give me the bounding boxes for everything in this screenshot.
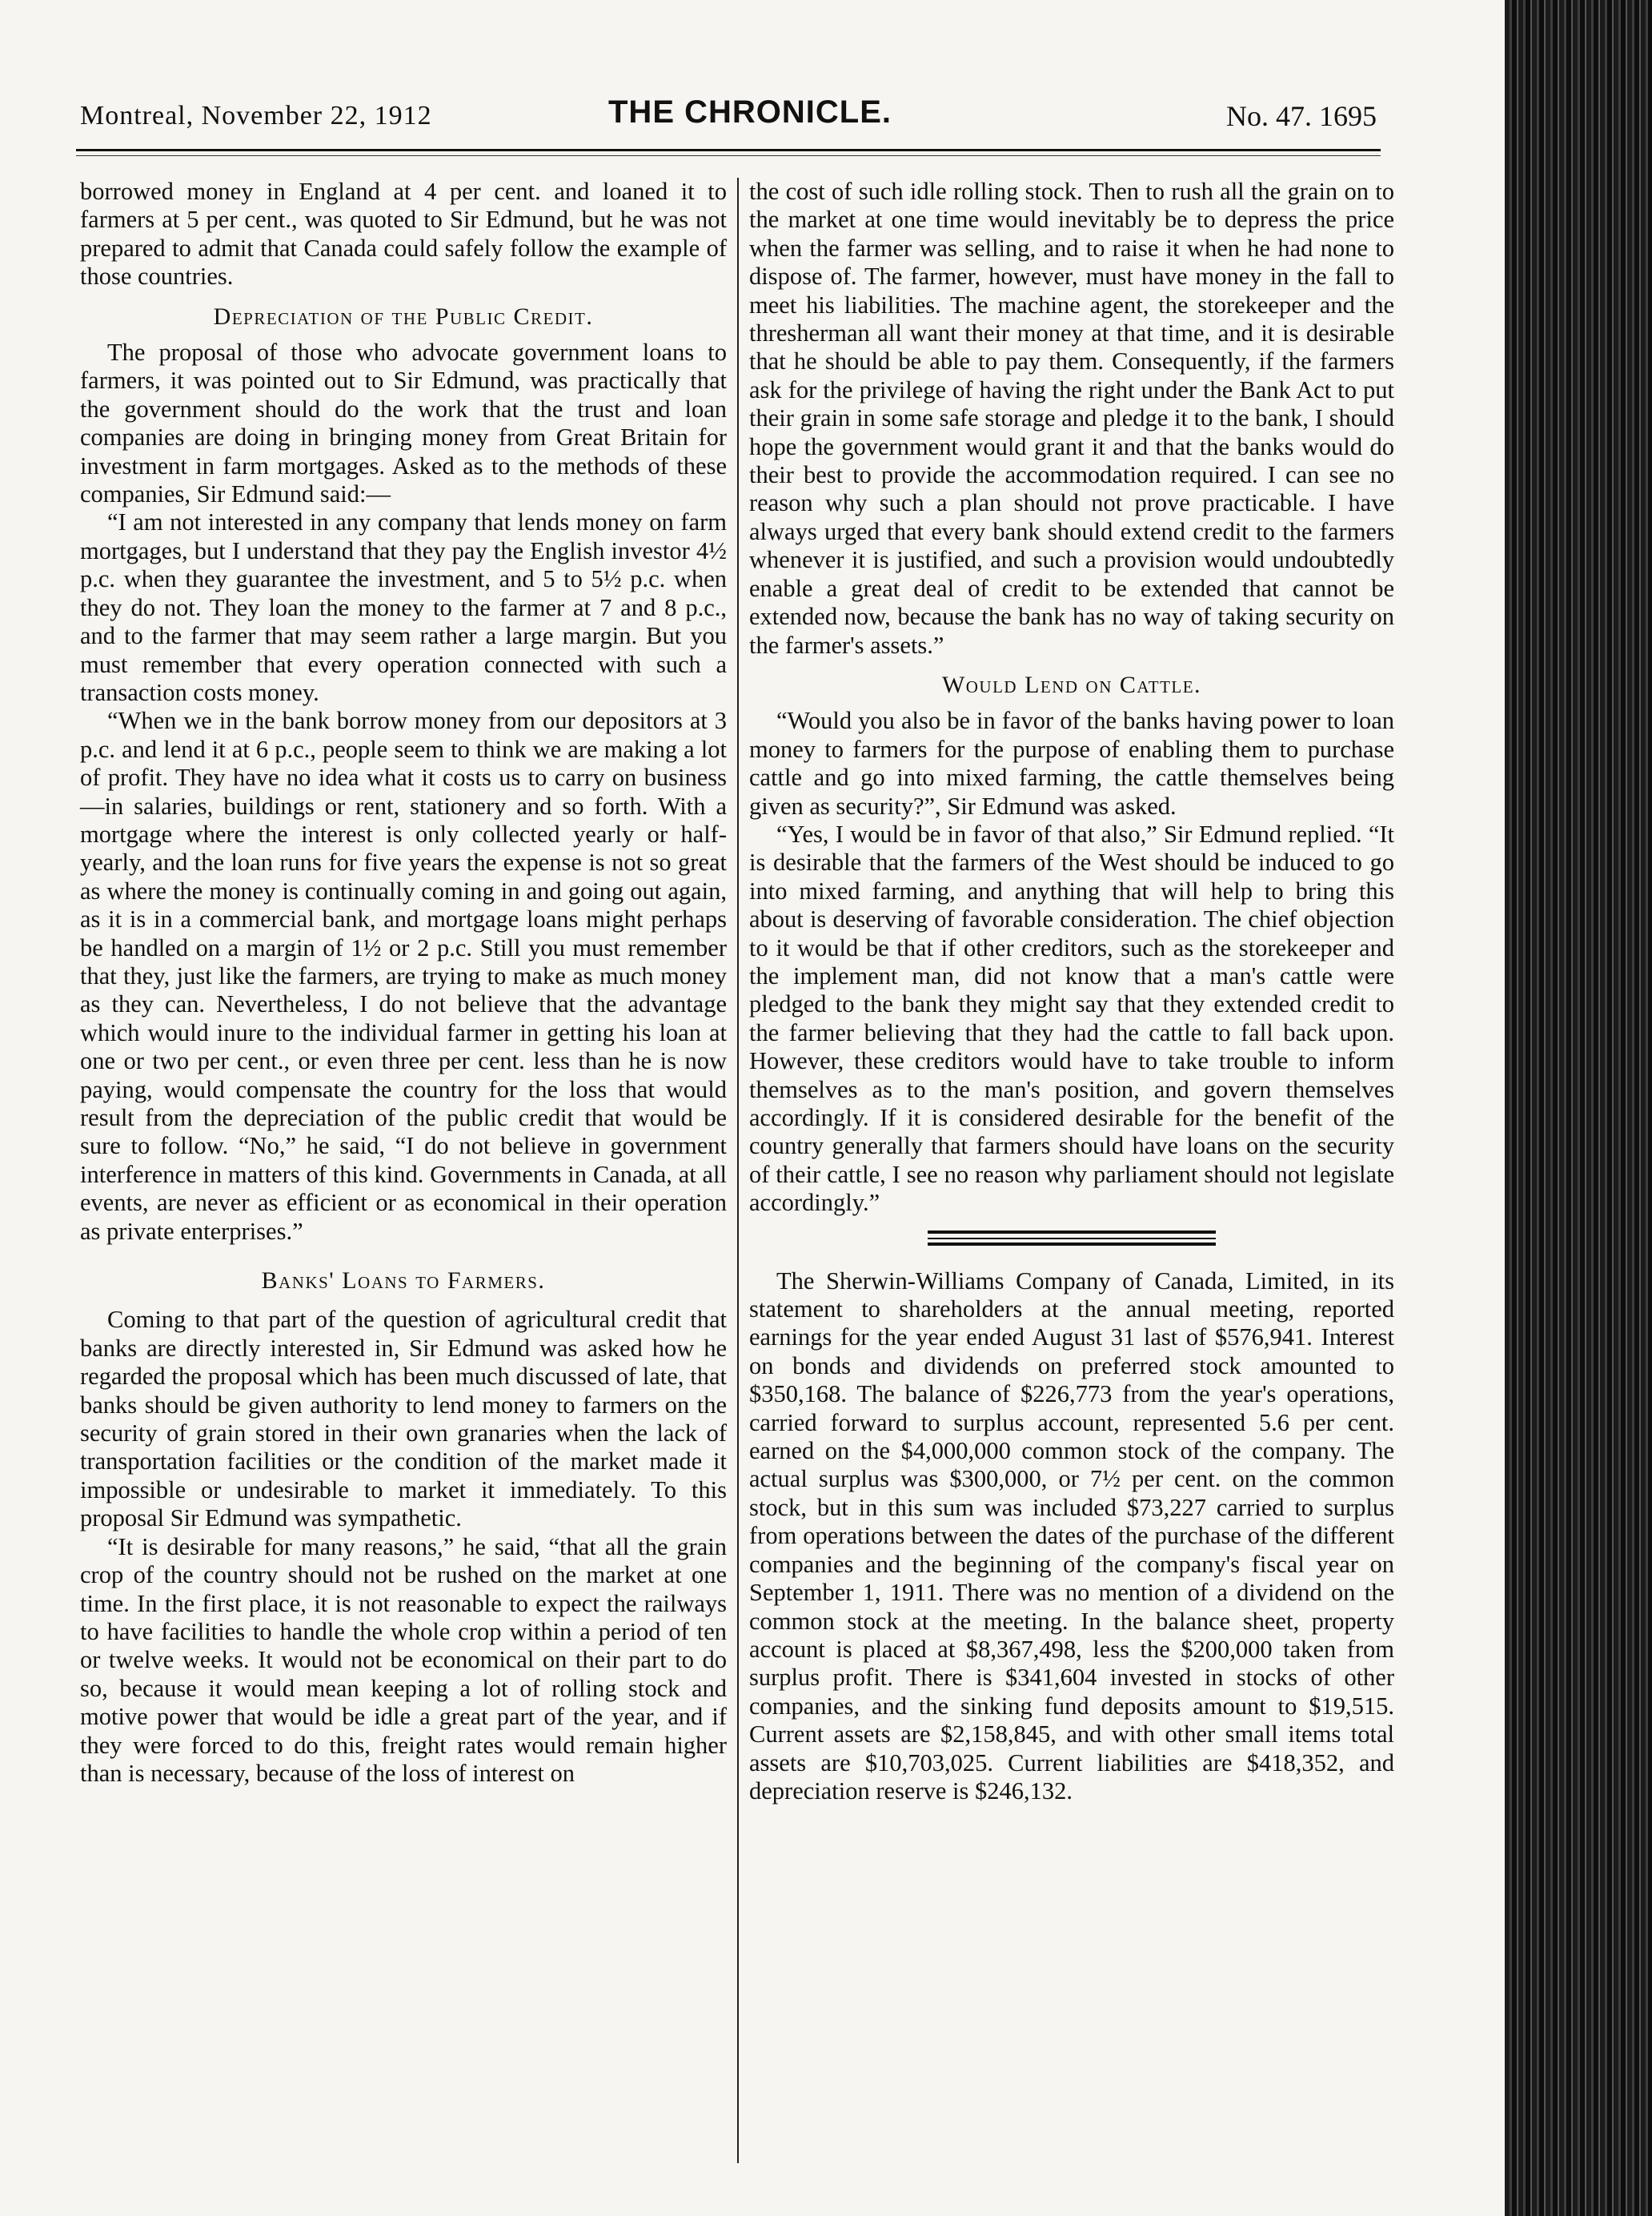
paragraph: The Sherwin-Williams Company of Canada, Limited, in its statement to shareholders at the annual meeting, reported earnings for the year ended August 31 last of $576,941. Interest on bonds and dividends on preferred stock amounted to $350,168. The balance of $226,773 from the year's operations, carried forward to surplus account, represented 5.6 per cent. earned on the $4,000,000 common stock of the company. The actual surplus was $300,000, or 7½ per cent. on the common stock, but in this sum was included $73,227 carried to surplus from operations between the dates of the purchase of the different companies and the beginning of the company's fiscal year on September 1, 1911. There was no mention of a dividend on the common stock at the meeting. In the balance sheet, property account is placed at $8,367,498, less the $200,000 taken from surplus profit. There is $341,604 invested in stocks of other companies, and the sinking fund deposits amount to $19,515. Current assets are $2,158,845, and with other small items total assets are $10,703,025. Current liabilities are $418,352, and depreciation reserve is $246,132. [749, 1267, 1394, 1805]
section-heading: Banks' Loans to Farmers. [261, 1267, 546, 1295]
book-page-edges [1505, 0, 1652, 2216]
header-rule-thin [76, 155, 1381, 156]
left-column [80, 178, 727, 1788]
header-rule-thick [76, 149, 1381, 151]
paragraph: “Would you also be in favor of the banks having power to loan money to farmers for the purpose of enabling them to purchase cattle and go into mixed farming, the cattle themselves being given as security?”, Sir Edmund was asked. [749, 707, 1394, 820]
paragraph: borrowed money in England at 4 per cent. and loaned it to farmers at 5 per cent., was quoted to Sir Edmund, but he was not prepared to admit that Canada could safely follow the example of those countries. [80, 178, 727, 291]
section-heading: Depreciation of the Public Credit. [213, 303, 594, 330]
paragraph: “When we in the bank borrow money from our depositors at 3 p.c. and lend it at 6 p.c., people seem to think we are making a lot of profit. They have no idea what it costs us to carry on business—in salaries, buildings or rent, stationery and so forth. With a mortgage where the interest is only collected yearly or half-yearly, and the loan runs for five years the expense is not so great as where the money is continually coming in and going out again, as it is in a commercial bank, and mortgage loans might perhaps be handled on a margin of 1½ or 2 p.c. Still you must remember that they, just like the farmers, are trying to make as much money as they can. Nevertheless, I do not believe that the advantage which would inure to the individual farmer in getting his loan at one or two per cent., or even three per cent. less than he is now paying, would compensate the country for the loss that would result from the depreciation of the public credit that would be sure to follow. “No,” he said, “I do not believe in government interference in matters of this kind. Governments in Canada, at all events, are never as efficient or as economical in their operation as private enterprises.” [80, 707, 727, 1245]
header-issue-page: No. 47. 1695 [1226, 100, 1377, 132]
paragraph: “I am not interested in any company that lends money on farm mortgages, but I understand that they pay the English investor 4½ p.c. when they guarantee the investment, and 5 to 5½ p.c. when they do not. They loan the money to the farmer at 7 and 8 p.c., and to the farmer that may seem rather a large margin. But you must remember that every operation connected with such a transaction costs money. [80, 508, 727, 706]
section-heading: Would Lend on Cattle. [941, 671, 1202, 698]
paragraph: “Yes, I would be in favor of that also,” Sir Edmund replied. “It is desirable that the farmers of the West should be induced to go into mixed farming, and anything that will help to bring this about is deserving of favorable consideration. The chief objection to it would be that if other creditors, such as the storekeeper and the implement man, did not know that a man's cattle were pledged to the bank they might say that they extended credit to the farmer believing that they had the cattle to fall back upon. However, these creditors would have to take trouble to inform themselves as to the man's position, and govern themselves accordingly. If it is considered desirable for the benefit of the country generally that farmers should have loans on the security of their cattle, I see no reason why parliament should not legislate accordingly.” [749, 820, 1394, 1217]
column-divider [737, 178, 739, 2163]
right-column [749, 178, 1394, 1805]
header-dateline: Montreal, November 22, 1912 [80, 101, 432, 130]
paragraph: the cost of such idle rolling stock. Then to rush all the grain on to the market at one time would inevitably be to depress the price when the farmer was selling, and to raise it when he had none to dispose of. The farmer, however, must have money in the fall to meet his liabilities. The machine agent, the storekeeper and the thresherman all want their money at that time, and it is desirable that he should be able to pay them. Consequently, if the farmers ask for the privilege of having the right under the Bank Act to put their grain in some safe storage and pledge it to the bank, I should hope the government would grant it and that the banks would do their best to provide the accommodation required. I can see no reason why such a plan should not prove practicable. I have always urged that every bank should extend credit to the farmers whenever it is justified, and such a provision would undoubtedly enable a great deal of credit to be extended that cannot be extended now, because the bank has no way of taking security on the farmer's assets.” [749, 178, 1394, 659]
page-header [80, 94, 1377, 143]
paragraph: The proposal of those who advocate government loans to farmers, it was pointed out to Sir Edmund, was practically that the government should do the work that the trust and loan companies are doing in bringing money from Great Britain for investment in farm mortgages. Asked as to the methods of these companies, Sir Edmund said:— [80, 339, 727, 508]
paragraph: “It is desirable for many reasons,” he said, “that all the grain crop of the country should not be rushed on the market at one time. In the first place, it is not reasonable to expect the railways to have facilities to handle the whole crop within a period of ten or twelve weeks. It would not be economical on their part to do so, because it would mean keeping a lot of rolling stock and motive power that would be idle a great part of the year, and if they were forced to do this, freight rates would remain higher than is necessary, because of the loss of interest on [80, 1532, 727, 1787]
header-title: THE CHRONICLE. [608, 94, 892, 130]
section-break-rule [928, 1230, 1216, 1246]
paragraph: Coming to that part of the question of agricultural credit that banks are directly interested in, Sir Edmund was asked how he regarded the proposal which has been much discussed of late, that banks should be given authority to lend money to farmers on the security of grain stored in their own granaries when the lack of transportation facilities or the condition of the market made it impossible or undesirable to market it immediately. To this proposal Sir Edmund was sympathetic. [80, 1306, 727, 1532]
